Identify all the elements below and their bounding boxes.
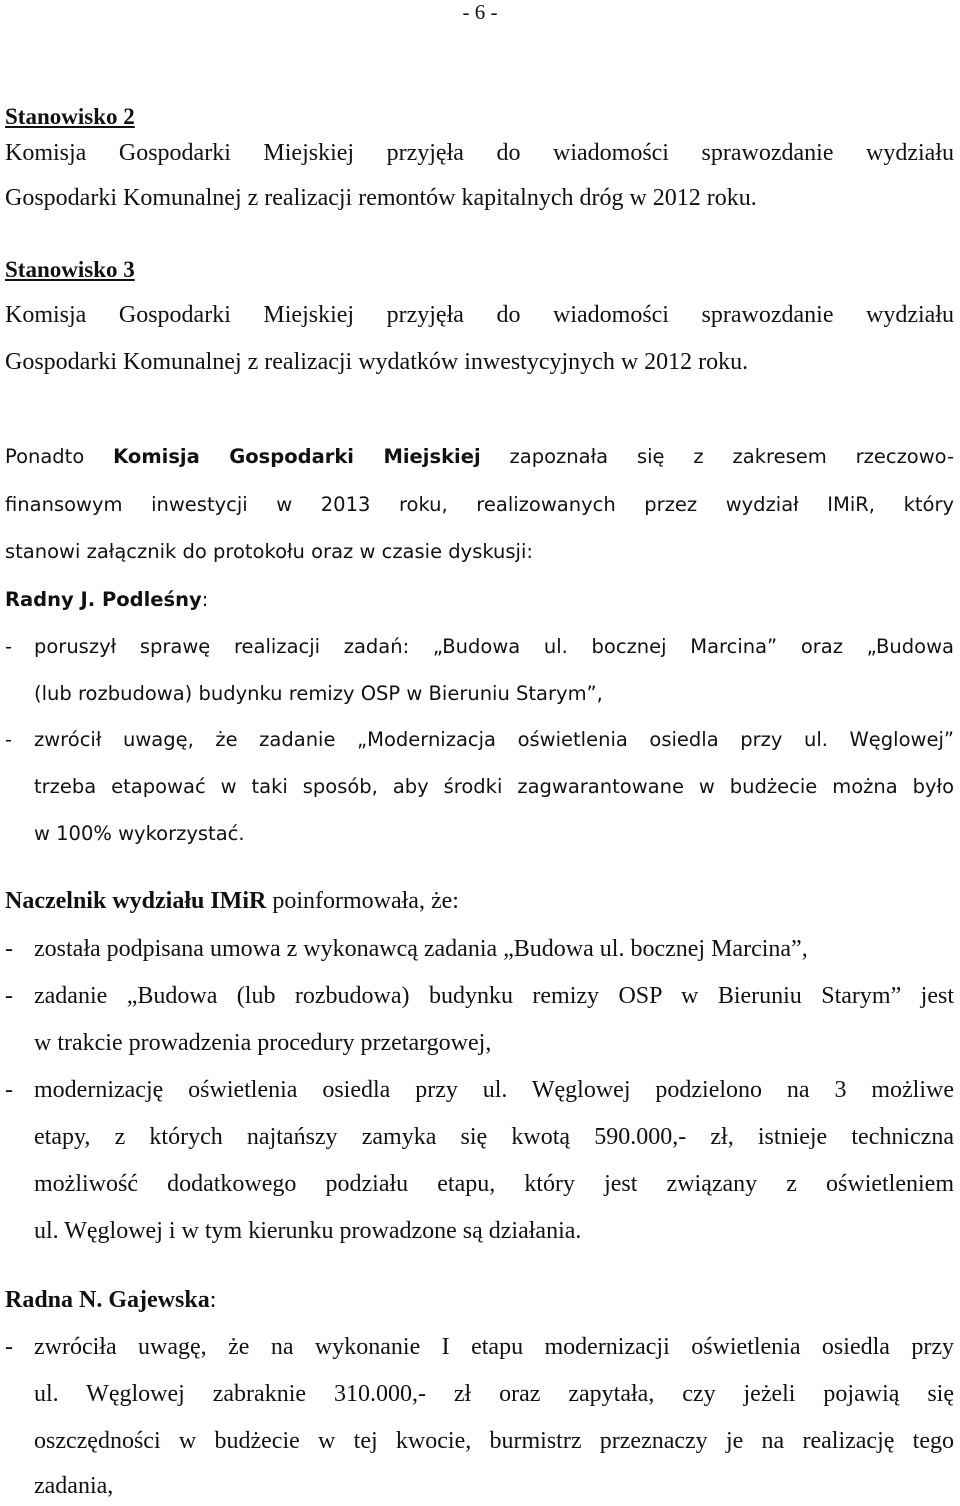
naczelnik-item-3-line: modernizację oświetlenia osiedla przy ul. Węglowej podzielono na 3 możliwe [34,1077,954,1103]
stanowisko-2-heading-text: Stanowisko 2 [5,104,135,129]
stanowisko-2-heading [5,97,954,137]
podlesny-item-1-line: (lub rozbudowa) budynku remizy OSP w Bieruniu Starym”, [34,682,603,705]
gajewska-item-1-line: oszczędności w budżecie w tej kwocie, burmistrz przeznaczy je na realizację tego [34,1428,954,1454]
gajewska-item-1-line: ul. Węglowej zabraknie 310.000,- zł oraz zapytała, czy jeżeli pojawią się [34,1381,954,1407]
podlesny-item-2-line: w 100% wykorzystać. [34,822,245,845]
bullet-dash: - [5,635,13,658]
stanowisko-3-heading [5,250,954,290]
bullet-dash: - [5,1334,13,1360]
podlesny-item-2-line: trzeba etapować w taki sposób, aby środki zagwarantowane w budżecie można było [34,775,954,798]
speaker-colon: : [209,1287,217,1313]
page-number: - 6 - [462,0,498,24]
naczelnik-item-2-line: w trakcie prowadzenia procedury przetargowej, [34,1030,492,1056]
naczelnik-item-2-line: zadanie „Budowa (lub rozbudowa) budynku remizy OSP w Bieruniu Starym” jest [34,983,954,1009]
stanowisko-3-line: Komisja Gospodarki Miejskiej przyjęła do wiadomości sprawozdanie wydziału [5,302,954,328]
stanowisko-3-heading-text: Stanowisko 3 [5,257,135,282]
stanowisko-3-line: Gospodarki Komunalnej z realizacji wydatków inwestycyjnych w 2012 roku. [5,349,749,375]
gajewska-item-1-line: zadania, [34,1473,114,1499]
speaker-name: Radny J. Podleśny [5,588,202,611]
speaker-colon: : [201,588,209,611]
bullet-dash: - [5,936,13,962]
naczelnik-item-3-line: możliwość dodatkowego podziału etapu, który jest związany z oświetleniem [34,1171,954,1197]
speaker-name: Naczelnik wydziału IMiR [5,888,267,914]
stanowisko-2-line: Komisja Gospodarki Miejskiej przyjęła do wiadomości sprawozdanie wydziału [5,140,954,166]
naczelnik-item-3-line: etapy, z których najtańszy zamyka się kwotą 590.000,- zł, istnieje techniczna [34,1124,954,1150]
naczelnik-intro [5,881,954,921]
bullet-dash: - [5,983,13,1009]
naczelnik-item-1: została podpisana umowa z wykonawcą zadania „Budowa ul. bocznej Marcina”, [34,936,808,962]
ponadto-line-3: stanowi załącznik do protokołu oraz w czasie dyskusji: [5,540,533,563]
ponadto-text: Ponadto [5,445,85,468]
speaker-gajewska [5,1280,954,1320]
bullet-dash: - [5,728,13,751]
ponadto-text: zapoznała się z zakresem rzeczowo- [509,445,955,468]
podlesny-item-1-line: poruszył sprawę realizacji zadań: „Budowa ul. bocznej Marcina” oraz „Budowa [34,635,954,658]
podlesny-item-2-line: zwrócił uwagę, że zadanie „Modernizacja oświetlenia osiedla przy ul. Węglowej” [34,728,954,751]
naczelnik-item-3-line: ul. Węglowej i w tym kierunku prowadzone są działania. [34,1218,582,1244]
committee-name: Komisja Gospodarki Miejskiej [113,445,481,468]
ponadto-line-1 [5,437,954,477]
naczelnik-intro-text: poinformowała, że: [266,888,459,914]
gajewska-item-1-line: zwróciła uwagę, że na wykonanie I etapu modernizacji oświetlenia osiedla przy [34,1334,954,1360]
stanowisko-2-line: Gospodarki Komunalnej z realizacji remontów kapitalnych dróg w 2012 roku. [5,185,757,211]
ponadto-line-2: finansowym inwestycji w 2013 roku, realizowanych przez wydział IMiR, który [5,493,954,516]
speaker-podlesny [5,580,954,620]
bullet-dash: - [5,1077,13,1103]
speaker-name: Radna N. Gajewska [5,1287,210,1313]
